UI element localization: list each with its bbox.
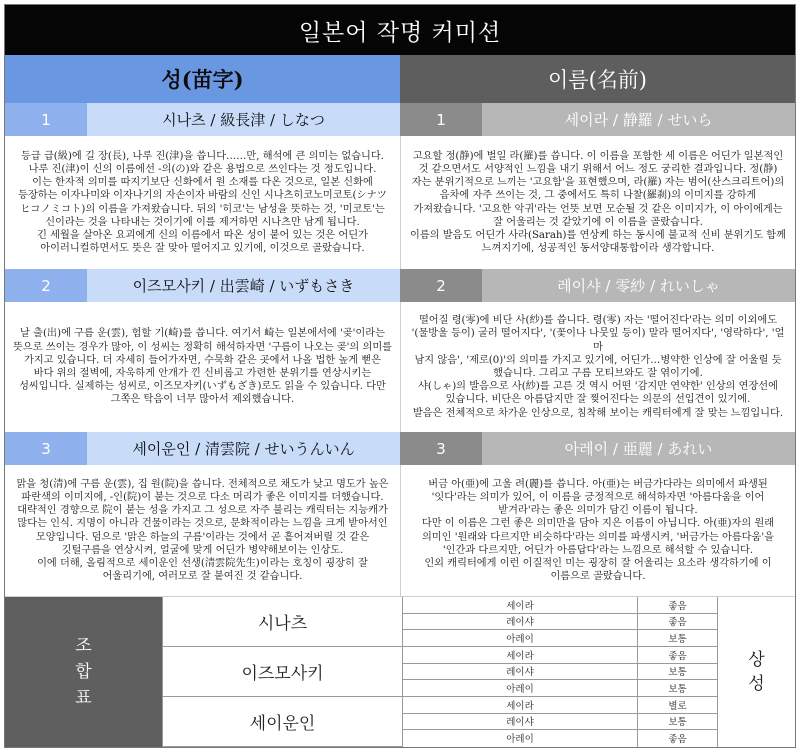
surname-title: 세이운인 / 清雲院 / せいうんいん — [87, 432, 400, 465]
given-name-number: 1 — [400, 103, 482, 136]
compatibility-label: 상 성 — [717, 597, 795, 747]
surname-description: 날 출(出)에 구름 운(雲), 험할 기(崎)를 씁니다. 여기서 崎는 일본에서에 '곶'이라는 뜻으로 쓰이는 경우가 많아, 이 성씨는 정확히 해석하자면 '구름이 나오는 곶'의 의미를 가지고 있습니다. 더 자세히 들어가자면, 수묵화 같은 곳에서 나올 법한 높게 뻗은 바다 위의 절벽에, 자욱하게 안개가 낀 신비롭고 가련한 분위기를 연상시키는 성씨입니다. 실제하는 성씨로, 이즈모자키(いずもざき)로도 읽을 수 있습니다. 다만 그쪽은 탁음이 너무 많아서 제외했습니다. — [12, 328, 393, 406]
combo-surname: 이즈모사키 — [162, 647, 402, 697]
combo-rating: 보통 — [637, 664, 717, 681]
combo-rating: 별로 — [637, 697, 717, 714]
surname-number: 3 — [5, 432, 87, 465]
surname-description: 맑을 청(清)에 구름 운(雲), 집 원(院)을 씁니다. 전체적으로 채도가 낮고 명도가 높은 파란색의 이미지에, -인(院)이 붙는 것으로 다소 머리가 좋은 이미지를 더했습니다. 대략적인 경향으로 院이 붙는 성을 가지고 그 성으로 자주 불리는 캐릭터는 지능캐가 많다는 인식. 지명이 아니라 건물이라는 것으로, 문화적이라는 느낌을 크게 받아서인 모양입니다. 덤으로 '맑은 하늘의 구름'이라는 것에서 곧 흩어져버릴 것 같은 깃털구름을 연상시켜, 얼굴에 맞게 어딘가 병약해보이는 인상도. 이에 더해, 올림적으로 세이운인 선생(清雲院先生)이라는 호칭이 굉장히 잘 어울리기에, 여러모로 잘 붙여진 것 같습니다. — [16, 478, 389, 583]
combo-surname: 세이운인 — [162, 697, 402, 747]
given-name-description: 떨어질 령(零)에 비단 사(紗)를 씁니다. 령(零) 자는 '떨어진다'라는 의미 이외에도 '(물방울 등이) 굴러 떨어지다', '(꽃이나 나뭇잎 등이) 말라 떨어지다', '영락하다', '얼마 남지 않음', '제로(0)'의 의미를 가지고 있기에, 어딘가…병약한 인상에 잘 어울릴 듯 했습니다. 그리고 구름 모티브와도 잘 엮이기에. 샤(しゃ)의 발음으로 사(紗)를 고른 것 역시 어떤 '감지만 연약한' 인상의 연장선에 있습니다. 비단은 아름답지만 잘 찢어진다는 의문의 선입견이 있기에. 발음은 전체적으로 차가운 인상으로, 침착해 보이는 캐릭터에게 잘 맞는 느낌입니다. — [400, 302, 795, 432]
given-name-title: 세이라 / 静羅 / せいら — [482, 103, 795, 136]
page-title: 일본어 작명 커미션 — [5, 5, 795, 55]
surname-description: 등급 급(級)에 길 장(長), 나루 진(津)을 씁니다……만, 해석에 큰 의미는 없습니다. 나루 진(津)이 신의 이름에선 -의(の)와 같은 용법으로 쓰인다는 것 정도입니다. 이는 한자적 의미를 따지기보단 신화에서 원 소재를 다온 것으로, 일본 신화에 등장하는 이자나미와 이자나기의 자손이자 바람의 신인 시나츠히코노미코토(シナツ ヒコノミコト)의 이름을 가져왔습니다. 뒤의 '히코'는 남성을 뜻하는 것, '미코토'는 신이라는 것을 나타내는 것이기에 이를 제거하면 시나츠만 남게 됩니다. 긴 세월을 살아온 요괴에게 신의 이름에서 따온 성이 붙어 있는 것은 어딘가 아이러니컬하면서도 뜻은 잘 맞아 떨어지고 있기에, 이것으로 골랐습니다. — [18, 150, 387, 255]
combo-rating: 좋음 — [637, 730, 717, 747]
surname-title: 이즈모사키 / 出雲崎 / いずもさき — [87, 269, 400, 302]
given-name-number: 3 — [400, 432, 482, 465]
surname-column-header: 성(苗字) — [5, 55, 400, 103]
combo-surname: 시나츠 — [162, 597, 402, 647]
combo-given-name: 세이라 — [402, 697, 637, 714]
combo-given-name: 레이샤 — [402, 714, 637, 731]
combo-given-name: 세이라 — [402, 647, 637, 664]
combination-table-label: 조 합 표 — [5, 597, 162, 747]
surname-number: 2 — [5, 269, 87, 302]
given-name-number: 2 — [400, 269, 482, 302]
surname-title: 시나츠 / 級長津 / しなつ — [87, 103, 400, 136]
combo-given-name: 레이샤 — [402, 614, 637, 631]
given-name-column-header: 이름(名前) — [400, 55, 795, 103]
given-name-title: 아레이 / 亜麗 / あれい — [482, 432, 795, 465]
combo-given-name: 세이라 — [402, 597, 637, 614]
given-name-description: 고요할 정(静)에 벌일 라(羅)를 씁니다. 이 이름을 포함한 세 이름은 어딘가 일본적인 것 같으면서도 서양적인 느낌을 내기 위해서 어느 정도 궁리한 결과입니다. 정(静) 자는 분위기적으로 느끼는 '고요함'을 표현했으며, 라(羅) 자는 범어(산스크리트어)의 음차에 자주 쓰이는 것, 그 중에서도 특히 나찰(羅刹)의 이미지를 강하게 가져왔습니다. '고요한 악귀'라는 언뜻 보면 모순될 것 같은 이미지가, 이 아이에게는 잘 어울리는 것 같았기에 이 이름을 골랐습니다. 이름의 발음도 어딘가 사라(Sarah)를 연상케 하는 동시에 불교적 신비 분위기도 함께 느껴지기에, 성공적인 동서양대통합이라 생각합니다. — [400, 136, 795, 269]
combo-rating: 좋음 — [637, 647, 717, 664]
given-name-description: 버금 아(亜)에 고울 려(麗)를 씁니다. 아(亜)는 버금가다라는 의미에서 파생된 '잇다'라는 의미가 있어, 이 이름을 긍정적으로 해석하자면 '아름다움을 이어 받겨라'라는 좋은 의미가 담긴 이름이 됩니다. 다만 이 이름은 그런 좋은 의미만을 담아 지은 이름이 아닙니다. 아(亜)자의 원래 의미인 '원래와 다르지만 비슷하다'라는 의미를 파생시켜, '버금가는 아름다움'을 '인간과 다르지만, 어딘가 아름답다'라는 느낌으로 해석할 수 있습니다. 인외 캐릭터에게 이런 이질적인 미는 굉장히 잘 어울리는 요소라 생각하기에 이 이름으로 골랐습니다. — [400, 465, 795, 596]
combo-rating: 좋음 — [637, 597, 717, 614]
given-name-title: 레이샤 / 零紗 / れいしゃ — [482, 269, 795, 302]
combo-rating: 보통 — [637, 630, 717, 647]
combo-given-name: 아레이 — [402, 630, 637, 647]
combo-rating: 좋음 — [637, 614, 717, 631]
commission-sheet — [4, 4, 796, 748]
combo-rating: 보통 — [637, 714, 717, 731]
surname-number: 1 — [5, 103, 87, 136]
combo-rating: 보통 — [637, 680, 717, 697]
combo-given-name: 아레이 — [402, 730, 637, 747]
combo-given-name: 아레이 — [402, 680, 637, 697]
combo-given-name: 레이샤 — [402, 664, 637, 681]
